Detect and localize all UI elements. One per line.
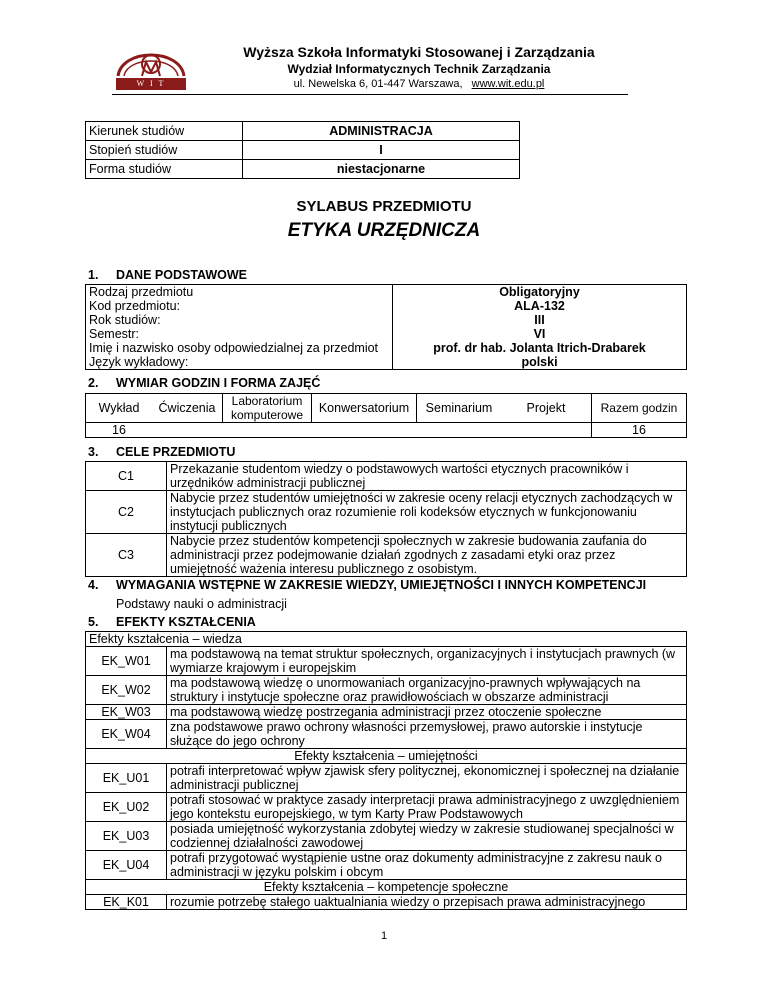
address: ul. Newelska 6, 01-447 Warszawa, bbox=[293, 78, 463, 90]
study-label: Stopień studiów bbox=[86, 141, 243, 160]
table-row: EK_W03 ma podstawową wiedzę postrzegania administracji przez otoczenie społeczne bbox=[86, 705, 687, 720]
table-row: Język wykładowy: polski bbox=[86, 355, 687, 370]
table-row: Wykład Ćwiczenia Laboratorium komputerowe Konwersatorium Seminarium Projekt Razem godzin bbox=[86, 394, 687, 423]
table-row: EK_K01 rozumie potrzebę stałego uaktualniania wiedzy o przepisach prawa administracyjnego bbox=[86, 895, 687, 910]
goals-table bbox=[85, 461, 687, 577]
table-row: Rok studiów: III bbox=[86, 313, 687, 327]
table-row: Efekty kształcenia – kompetencje społeczne bbox=[86, 880, 687, 895]
learning-outcomes-table bbox=[85, 631, 687, 910]
faculty-name: Wydział Informatycznych Technik Zarządzania bbox=[287, 62, 551, 76]
hours-table bbox=[85, 393, 687, 438]
study-info-table bbox=[85, 121, 520, 179]
basic-data-table bbox=[85, 284, 687, 370]
table-row: 16 16 bbox=[86, 423, 687, 438]
study-value: I bbox=[243, 141, 520, 160]
table-row: EK_W02 ma podstawową wiedzę o unormowaniach organizacyjno-prawnych wpływających na struktury i instytucje społeczne oraz prawidłowościach w obszarze administracji bbox=[86, 676, 687, 705]
table-row: Rodzaj przedmiotu Obligatoryjny bbox=[86, 285, 687, 300]
prerequisites-text: Podstawy nauki o administracji bbox=[116, 597, 287, 611]
section-1-heading: 1. DANE PODSTAWOWE bbox=[88, 268, 248, 282]
table-row: EK_W01 ma podstawową na temat struktur społecznych, organizacyjnych i instytucjach prawnych (w wymiarze krajowym i europejskim bbox=[86, 647, 687, 676]
school-name: Wyższa Szkoła Informatyki Stosowanej i Zarządzania bbox=[243, 44, 595, 60]
section-2-heading: 2. WYMIAR GODZIN I FORMA ZAJĘĆ bbox=[88, 376, 321, 390]
study-label: Kierunek studiów bbox=[86, 122, 243, 141]
study-label: Forma studiów bbox=[86, 160, 243, 179]
section-5-heading: 5. EFEKTY KSZTAŁCENIA bbox=[88, 615, 256, 629]
table-row: C1 Przekazanie studentom wiedzy o podstawowych wartości etycznych pracowników i urzędników administracji publicznej bbox=[86, 462, 687, 491]
table-row: EK_U03 posiada umiejętność wykorzystania zdobytej wiedzy w zakresie studiowanej specjalności w codziennej działalności zawodowej bbox=[86, 822, 687, 851]
table-row: EK_W04 zna podstawowe prawo ochrony własności przemysłowej, prawo autorskie i instytucje służące do jego ochrony bbox=[86, 720, 687, 749]
table-row: Efekty kształcenia – wiedza bbox=[86, 632, 687, 647]
table-row: Kod przedmiotu: ALA-132 bbox=[86, 299, 687, 313]
study-value: ADMINISTRACJA bbox=[243, 122, 520, 141]
table-row bbox=[86, 141, 520, 160]
page-number: 1 bbox=[380, 930, 388, 942]
table-row bbox=[86, 160, 520, 179]
subject-title: ETYKA URZĘDNICZA bbox=[287, 220, 481, 241]
table-row: Imię i nazwisko osoby odpowiedzialnej za przedmiot prof. dr hab. Jolanta Itrich-Drabarek bbox=[86, 341, 687, 355]
address-line bbox=[0, 78, 768, 90]
section-3-heading: 3. CELE PRZEDMIOTU bbox=[88, 445, 236, 459]
website-link[interactable]: www.wit.edu.pl bbox=[471, 78, 545, 90]
table-row bbox=[86, 122, 520, 141]
table-row: C2 Nabycie przez studentów umiejętności w zakresie oceny relacji etycznych zachodzących w instytucjach publicznych oraz rozumienie roli kodeksów etycznych w funkcjonowaniu instytucji publicznych bbox=[86, 491, 687, 534]
study-value: niestacjonarne bbox=[243, 160, 520, 179]
table-row: EK_U04 potrafi przygotować wystąpienie ustne oraz dokumenty administracyjne z zakresu nauk o administracji w języku polskim i obcym bbox=[86, 851, 687, 880]
table-row: EK_U02 potrafi stosować w praktyce zasady interpretacji prawa administracyjnego z uwzględnieniem jego kontekstu europejskiego, w tym Karty Praw Podstawowych bbox=[86, 793, 687, 822]
table-row: Semestr: VI bbox=[86, 327, 687, 341]
logo-text: W I T bbox=[136, 79, 166, 88]
page-title: SYLABUS PRZEDMIOTU bbox=[296, 198, 472, 215]
section-4-heading: 4. WYMAGANIA WSTĘPNE W ZAKRESIE WIEDZY, UMIEJĘTNOŚCI I INNYCH KOMPETENCJI bbox=[88, 578, 647, 592]
table-row: C3 Nabycie przez studentów kompetencji społecznych w zakresie budowania zaufania do administracji przez podejmowanie działań zgodnych z zasadami etyki oraz przez umiejętność ważenia interesu publicznego z osobistym. bbox=[86, 534, 687, 577]
table-row: EK_U01 potrafi interpretować wpływ zjawisk sfery politycznej, ekonomicznej i społecznej na działanie administracji publicznej bbox=[86, 764, 687, 793]
header-divider bbox=[112, 94, 628, 95]
table-row: Efekty kształcenia – umiejętności bbox=[86, 749, 687, 764]
